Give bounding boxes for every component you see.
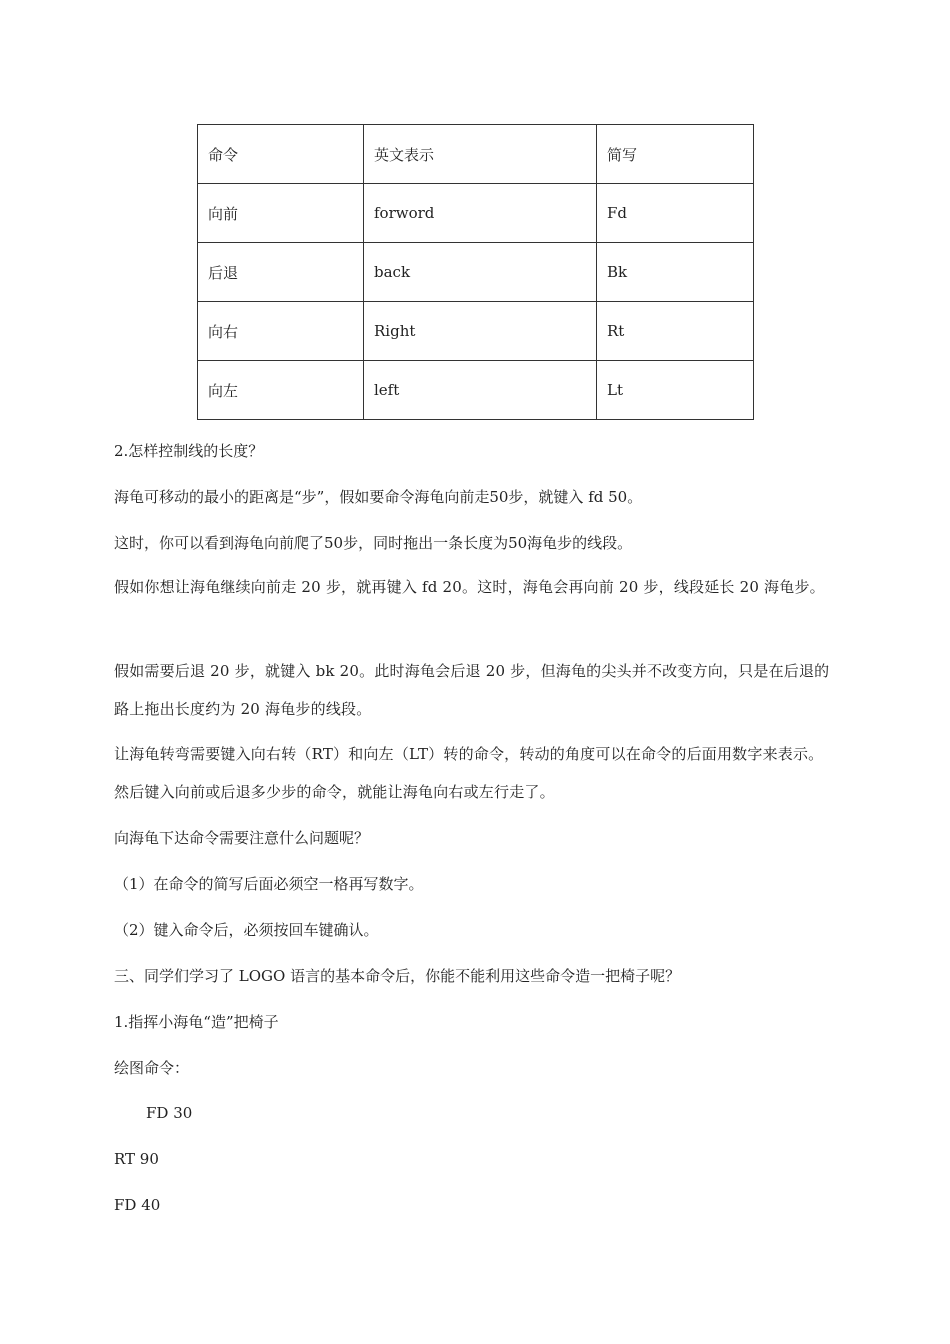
code-line: FD 40: [114, 1196, 161, 1214]
table-cell: 向右: [198, 302, 364, 361]
paragraph: 假如需要后退 20 步，就键入 bk 20。此时海龟会后退 20 步，但海龟的尖头并不改变方向，只是在后退的路上拖出长度约为 20 海龟步的线段。: [114, 662, 830, 718]
table-header-cell: 简写: [597, 125, 754, 184]
command-table: [197, 124, 754, 420]
question-heading-line-length: 2.怎样控制线的长度？: [114, 442, 264, 460]
paragraph: 这时，你可以看到海龟向前爬了50步，同时拖出一条长度为50海龟步的线段。: [114, 534, 633, 552]
table-header-cell: 命令: [198, 125, 364, 184]
paragraph: 海龟可移动的最小的距离是“步”，假如要命令海龟向前走50步，就键入 fd 50。: [114, 488, 643, 506]
table-row: [198, 184, 754, 243]
table-cell: back: [364, 243, 597, 302]
table-cell: Fd: [597, 184, 754, 243]
paragraph: 假如你想让海龟继续向前走 20 步，就再键入 fd 20。这时，海龟会再向前 20 步，线段延长 20 海龟步。: [114, 578, 825, 596]
table-row: [198, 361, 754, 420]
table-cell: Right: [364, 302, 597, 361]
list-item: （2）键入命令后，必须按回车键确认。: [114, 921, 379, 939]
table-cell: left: [364, 361, 597, 420]
table-cell: Bk: [597, 243, 754, 302]
table-header-row: [198, 125, 754, 184]
code-line: FD 30: [146, 1104, 193, 1122]
code-line: RT 90: [114, 1150, 159, 1168]
draw-commands-label: 绘图命令：: [114, 1059, 190, 1077]
table-cell: 向前: [198, 184, 364, 243]
table-cell: Lt: [597, 361, 754, 420]
table-cell: 向左: [198, 361, 364, 420]
question-heading-notice: 向海龟下达命令需要注意什么问题呢？: [114, 829, 370, 847]
table-header-cell: 英文表示: [364, 125, 597, 184]
table-row: [198, 243, 754, 302]
table-cell: 后退: [198, 243, 364, 302]
paragraph: 让海龟转弯需要键入向右转（RT）和向左（LT）转的命令，转动的角度可以在命令的后面用数字来表示。然后键入向前或后退多少步的命令，就能让海龟向右或左行走了。: [114, 745, 824, 801]
subsection-heading: 1.指挥小海龟“造”把椅子: [114, 1013, 279, 1031]
section-heading: 三、同学们学习了 LOGO 语言的基本命令后，你能不能利用这些命令造一把椅子呢？: [114, 967, 681, 985]
table-cell: Rt: [597, 302, 754, 361]
table-row: [198, 302, 754, 361]
list-item: （1）在命令的简写后面必须空一格再写数字。: [114, 875, 424, 893]
table-cell: forword: [364, 184, 597, 243]
